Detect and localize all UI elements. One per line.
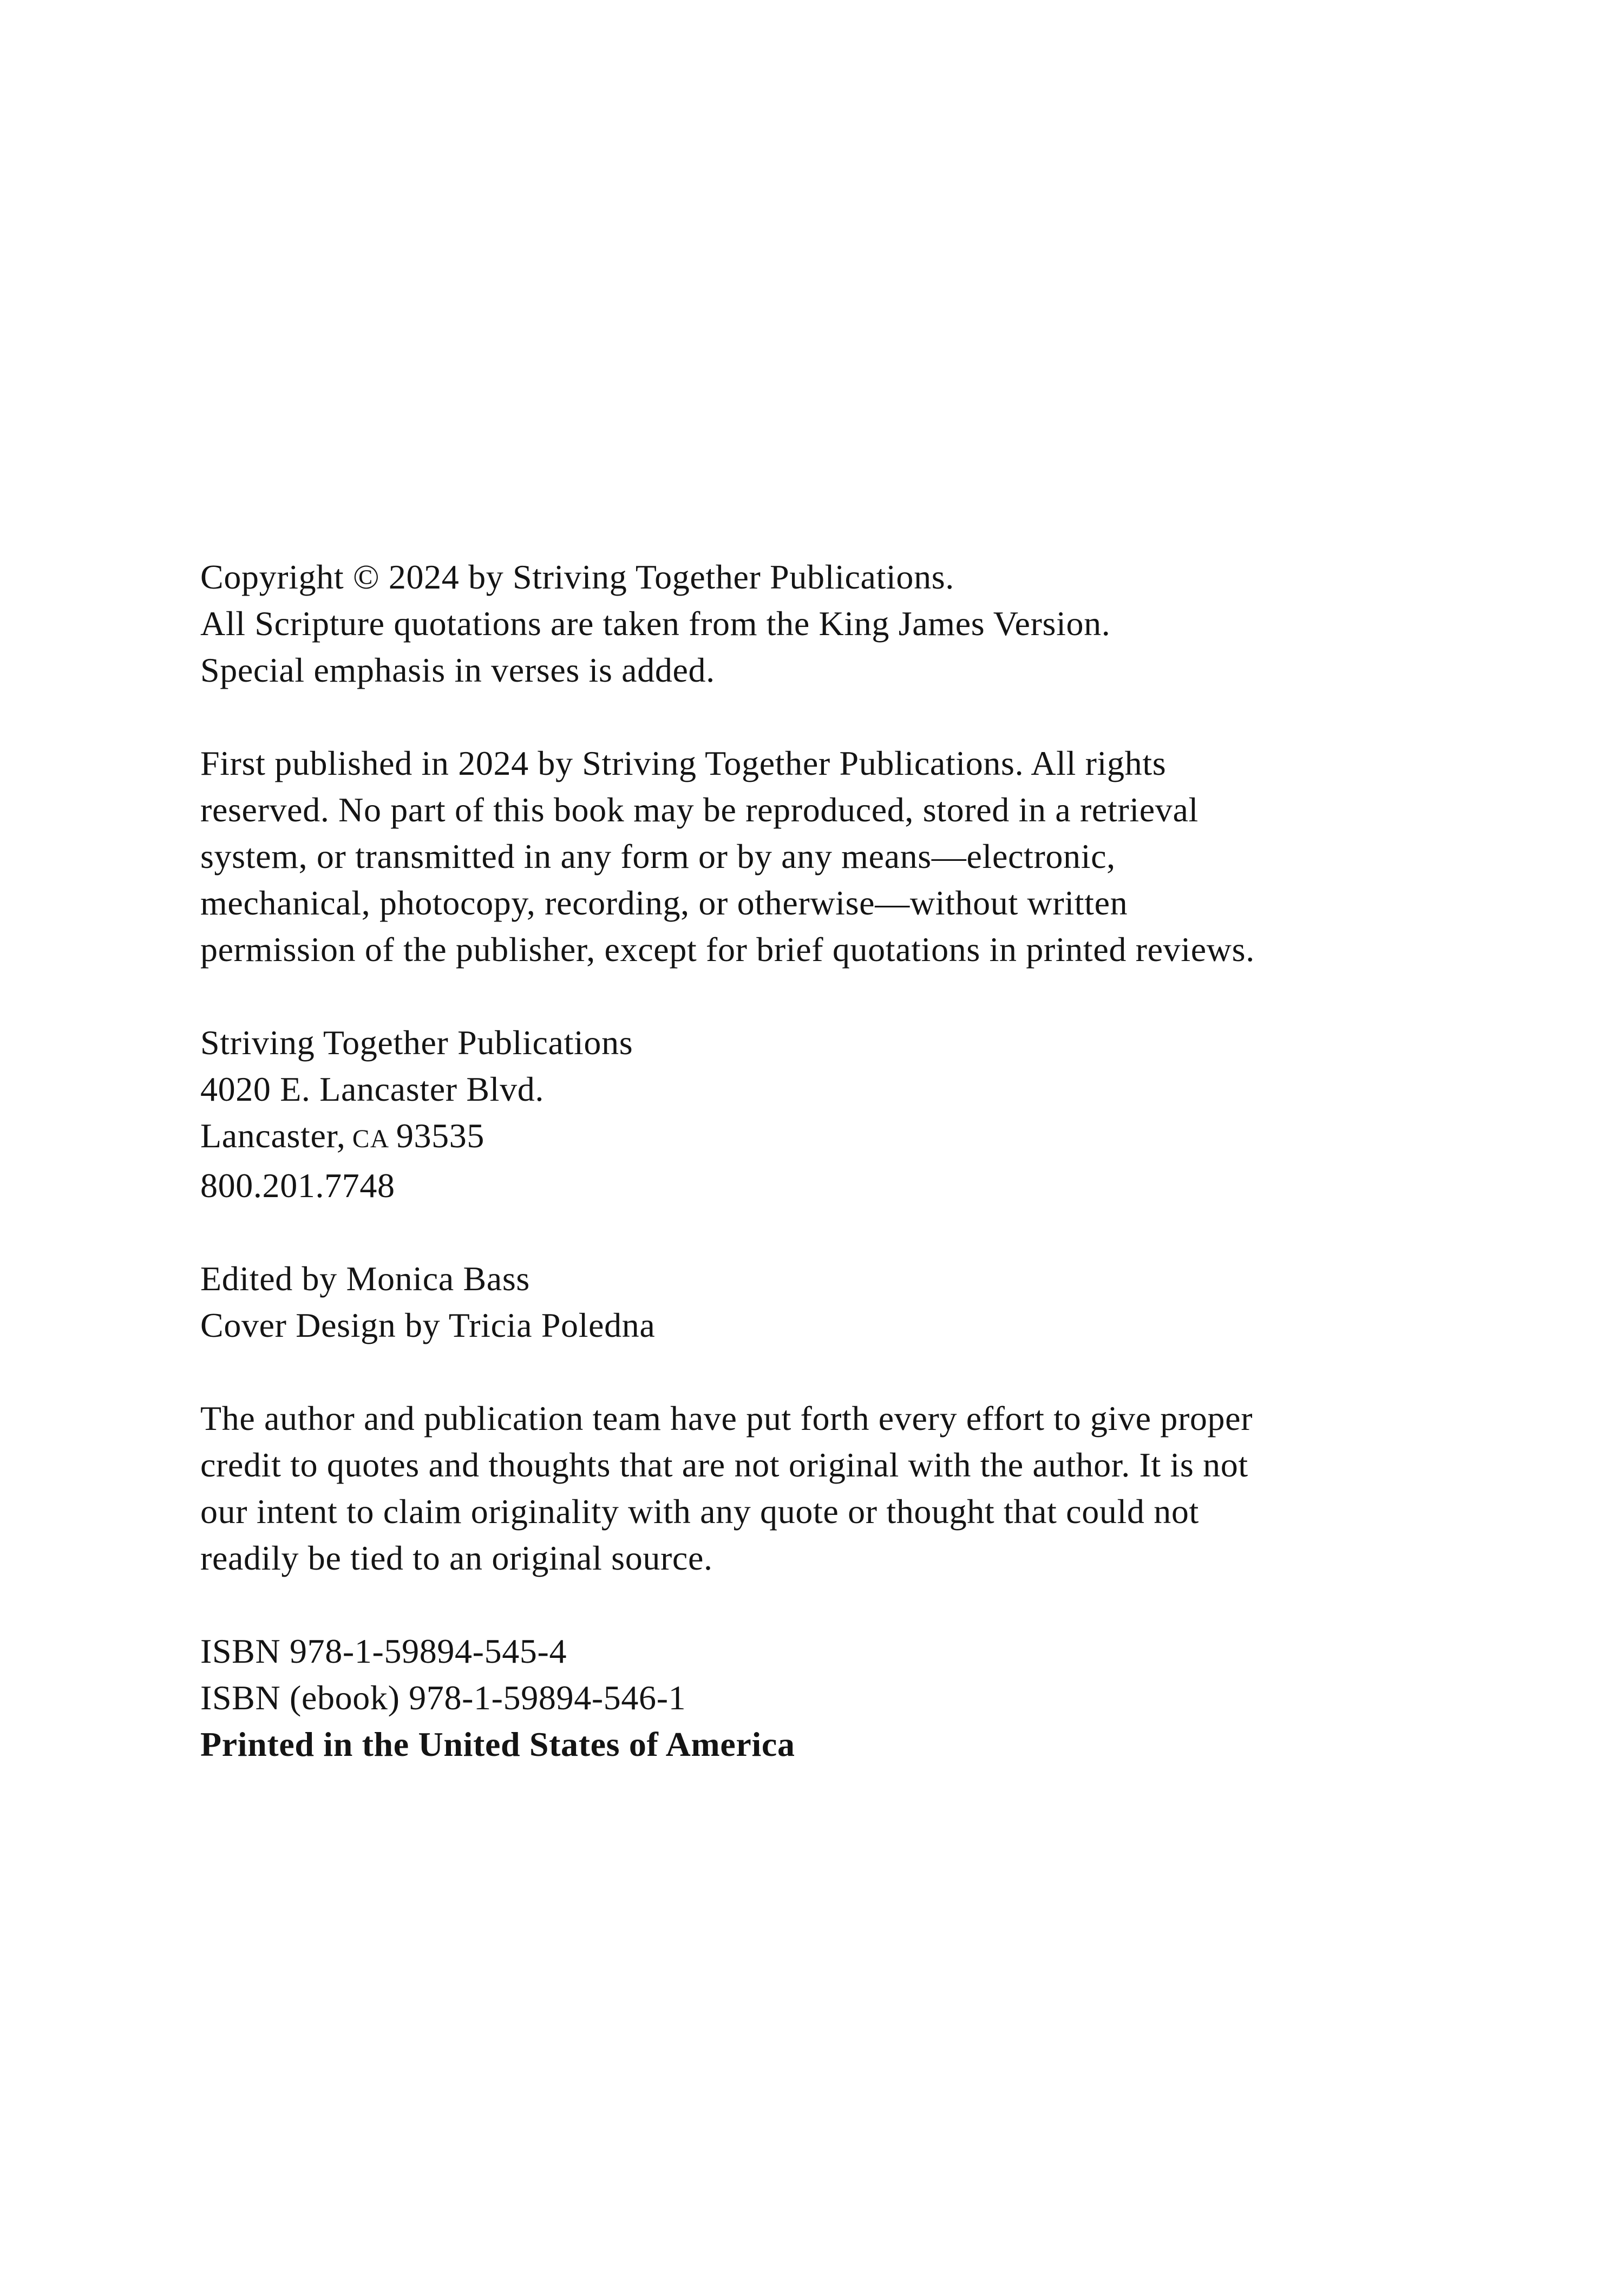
publisher-address-block (200, 1020, 1255, 1209)
isbn-block (200, 1628, 1255, 1768)
copyright-content (200, 554, 1255, 1768)
rights-line: system, or transmitted in any form or by any means—electronic, (200, 837, 1116, 875)
rights-line: permission of the publisher, except for brief quotations in printed reviews. (200, 930, 1255, 969)
disclaimer-line: readily be tied to an original source. (200, 1539, 713, 1577)
isbn-ebook-line: ISBN (ebook) 978-1-59894-546-1 (200, 1678, 686, 1717)
cover-design-credit-line: Cover Design by Tricia Poledna (200, 1306, 656, 1344)
editor-credit-line: Edited by Monica Bass (200, 1259, 530, 1298)
scripture-source-line: All Scripture quotations are taken from the King James Version. (200, 604, 1111, 643)
credits-block (200, 1256, 1255, 1349)
disclaimer-line: credit to quotes and thoughts that are not original with the author. It is not (200, 1446, 1248, 1484)
city-text: Lancaster, (200, 1116, 346, 1155)
rights-line: reserved. No part of this book may be reproduced, stored in a retrieval (200, 790, 1199, 829)
emphasis-note-line: Special emphasis in verses is added. (200, 651, 715, 689)
publisher-name-line: Striving Together Publications (200, 1023, 633, 1062)
disclaimer-line: The author and publication team have put forth every effort to give proper (200, 1399, 1253, 1437)
zip-text: 93535 (396, 1116, 485, 1155)
attribution-disclaimer-block (200, 1395, 1255, 1582)
copyright-line: Copyright © 2024 by Striving Together Publications. (200, 558, 954, 596)
copyright-notice-block (200, 554, 1255, 694)
publisher-street-line: 4020 E. Lancaster Blvd. (200, 1070, 545, 1108)
rights-line: First published in 2024 by Striving Together Publications. All rights (200, 744, 1167, 782)
rights-reserved-block (200, 740, 1255, 973)
disclaimer-line: our intent to claim originality with any quote or thought that could not (200, 1492, 1199, 1531)
publisher-phone-line: 800.201.7748 (200, 1166, 395, 1205)
printed-in-line: Printed in the United States of America (200, 1725, 795, 1763)
state-text: CA (352, 1125, 390, 1153)
isbn-print-line: ISBN 978-1-59894-545-4 (200, 1632, 567, 1670)
rights-line: mechanical, photocopy, recording, or otherwise—without written (200, 884, 1128, 922)
publisher-city-line (200, 1113, 1255, 1162)
